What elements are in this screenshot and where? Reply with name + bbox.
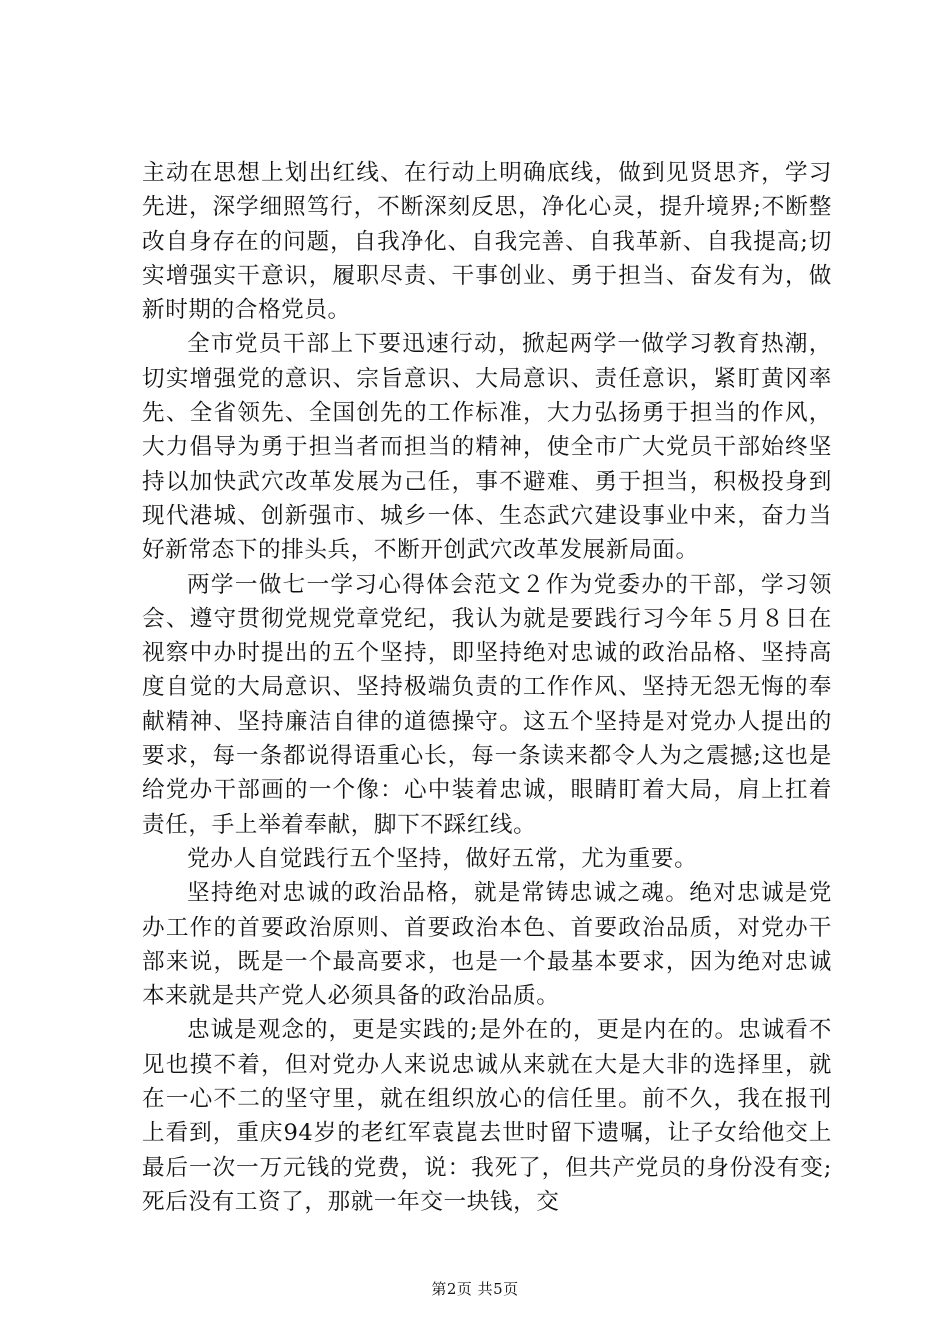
paragraph-4: 党办人自觉践行五个坚持，做好五常，尤为重要。 <box>187 845 698 872</box>
page-number-footer: 第2页 共5页 <box>431 1280 519 1298</box>
paragraph-2: 全市党员干部上下要迅速行动，掀起两学一做学习教育热潮，切实增强党的意识、宗旨意识、大局意识、责任意识，紧盯黄冈率先、全省领先、全国创先的工作标准，大力弘扬勇于担当的作风，大力倡导为勇于担当者而担当的精神，使全市广大党员干部始终坚持以加快武穴改革发展为己任，事不避难、勇于担当，积极投身到现代港城、创新强市、城乡一体、生态武穴建设事业中来，奋力当好新常态下的排头兵，不断开创武穴改革发展新局面。 <box>142 331 832 564</box>
paragraph-3: 两学一做七一学习心得体会范文２作为党委办的干部，学习领会、遵守贯彻党规党章党纪，我认为就是要践行习今年５月８日在视察中办时提出的五个坚持，即坚持绝对忠诚的政治品格、坚持高度自觉的大局意识、坚持极端负责的工作作风、坚持无怨无悔的奉献精神、坚持廉洁自律的道德操守。这五个坚持是对党办人提出的要求，每一条都说得语重心长，每一条读来都令人为之震撼;这也是给党办干部画的一个像：心中装着忠诚，眼睛盯着大局，肩上扛着责任，手上举着奉献，脚下不踩红线。 <box>142 571 832 838</box>
body-text <box>142 156 832 1219</box>
paragraph-1: 主动在思想上划出红线、在行动上明确底线，做到见贤思齐，学习先进，深学细照笃行，不断深刻反思，净化心灵，提升境界;不断整改自身存在的问题，自我净化、自我完善、自我革新、自我提高;切实增强实干意识，履职尽责、干事创业、勇于担当、奋发有为，做新时期的合格党员。 <box>142 160 832 324</box>
paragraph-6: 忠诚是观念的，更是实践的;是外在的，更是内在的。忠诚看不见也摸不着，但对党办人来说忠诚从来就在大是大非的选择里，就在一心不二的坚守里，就在组织放心的信任里。前不久，我在报刊上看到，重庆94岁的老红军袁崑去世时留下遗嘱，让子女给他交上最后一次一万元钱的党费，说：我死了，但共产党员的身份没有变;死后没有工资了，那就一年交一块钱，交 <box>142 1017 832 1215</box>
paragraph-5: 坚持绝对忠诚的政治品格，就是常铸忠诚之魂。绝对忠诚是党办工作的首要政治原则、首要政治本色、首要政治品质，对党办干部来说，既是一个最高要求，也是一个最基本要求，因为绝对忠诚本来就是共产党人必须具备的政治品质。 <box>142 880 832 1010</box>
